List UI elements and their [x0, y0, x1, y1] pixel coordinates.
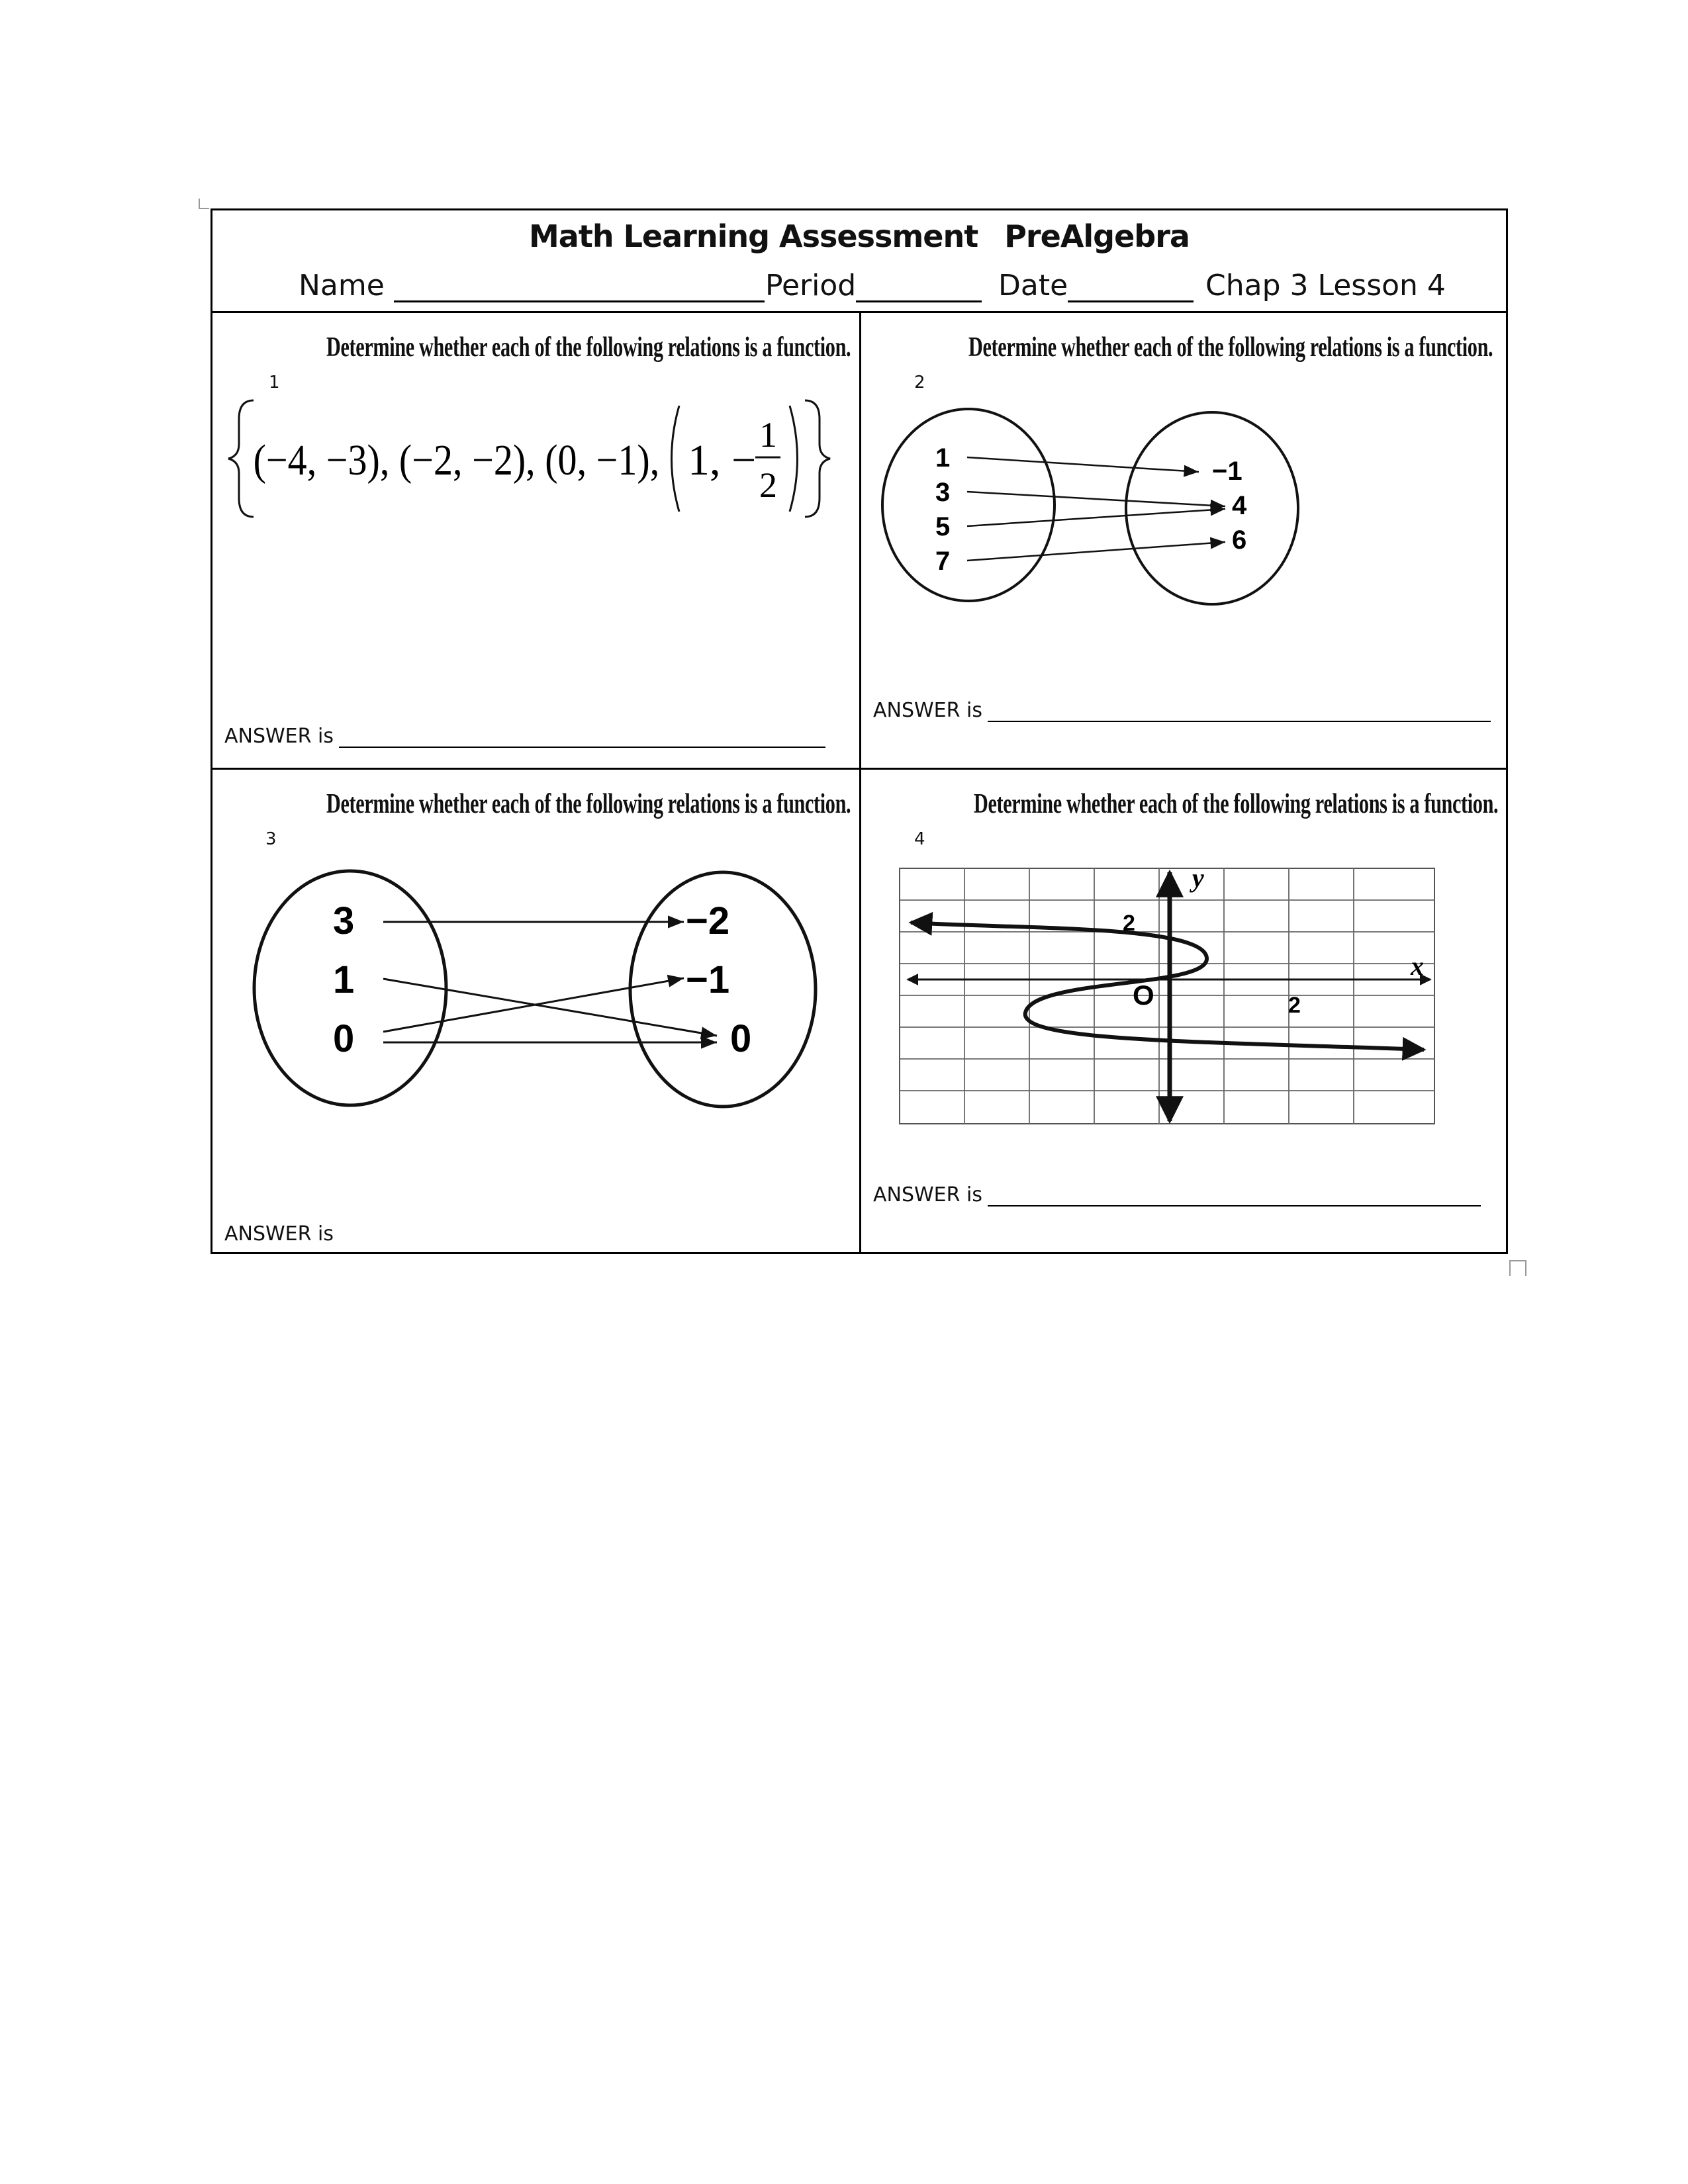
sheet-header [212, 210, 1506, 313]
question-number: 1 [269, 373, 280, 392]
domain-value: 0 [333, 1017, 355, 1060]
question-2-cell [861, 313, 1508, 770]
assessment-sheet [211, 208, 1508, 1254]
date-field[interactable] [998, 269, 1194, 302]
answer-row [224, 725, 825, 748]
coordinate-graph [861, 852, 1508, 1130]
subject-text: PreAlgebra [1004, 218, 1190, 254]
range-oval [1126, 412, 1298, 604]
question-number: 4 [914, 829, 925, 849]
answer-label: ANSWER is [224, 725, 334, 748]
name-field[interactable] [299, 269, 765, 302]
answer-row [224, 1222, 334, 1246]
left-brace [228, 400, 254, 517]
y-axis-label: y [1192, 863, 1204, 893]
period-field[interactable] [765, 269, 982, 302]
range-value: −1 [686, 958, 730, 1001]
instruction-text: Determine whether each of the following relations is a function. [326, 332, 851, 363]
domain-value: 5 [935, 512, 951, 541]
domain-value: 7 [935, 547, 951, 576]
mapping-arrow [967, 492, 1225, 506]
question-4-cell [861, 770, 1508, 1254]
period-blank[interactable] [856, 271, 982, 302]
left-paren [672, 406, 680, 512]
question-number: 3 [265, 829, 277, 849]
right-brace [805, 400, 830, 517]
corner-mark [1509, 1260, 1526, 1276]
answer-row [873, 699, 1491, 722]
mapping-arrow [967, 509, 1225, 526]
mapping-arrow [383, 979, 717, 1036]
range-value: 0 [730, 1017, 752, 1060]
instruction-text: Determine whether each of the following relations is a function. [974, 789, 1499, 819]
range-value: −1 [1212, 457, 1243, 486]
y-tick-label: 2 [1123, 911, 1135, 936]
date-label: Date [998, 269, 1068, 302]
question-3-cell [212, 770, 861, 1254]
answer-label: ANSWER is [873, 1183, 982, 1206]
name-blank[interactable] [394, 271, 765, 302]
fraction-numerator: 1 [759, 415, 777, 455]
lesson-label: Chap 3 Lesson 4 [1205, 269, 1446, 302]
relation-set [212, 392, 861, 525]
answer-label: ANSWER is [873, 699, 982, 722]
range-value: −2 [686, 899, 730, 942]
answer-blank[interactable] [988, 704, 1491, 722]
right-paren [790, 406, 798, 512]
mapping-diagram-2 [861, 399, 1508, 611]
instruction-text: Determine whether each of the following relations is a function. [326, 789, 851, 819]
domain-value: 3 [333, 899, 355, 942]
mapping-arrow [967, 542, 1225, 561]
range-value: 6 [1232, 525, 1247, 555]
domain-value: 3 [935, 478, 951, 507]
last-pair-x: 1, − [688, 436, 757, 484]
origin-label: O [1133, 979, 1154, 1011]
fraction-denominator: 2 [759, 465, 777, 505]
period-label: Period [765, 269, 857, 302]
answer-row [873, 1183, 1481, 1206]
page-title [212, 218, 1506, 254]
x-tick-label: 2 [1288, 993, 1301, 1018]
question-number: 2 [914, 373, 925, 392]
domain-oval [882, 409, 1055, 601]
mapping-arrow [967, 457, 1199, 472]
question-1-cell [212, 313, 861, 770]
date-blank[interactable] [1068, 271, 1194, 302]
x-axis-label: x [1411, 951, 1424, 981]
domain-value: 1 [935, 443, 951, 473]
range-value: 4 [1232, 491, 1247, 520]
instruction-text: Determine whether each of the following relations is a function. [968, 332, 1493, 363]
domain-value: 1 [333, 958, 355, 1001]
answer-blank[interactable] [988, 1188, 1481, 1206]
title-text: Math Learning Assessment [529, 218, 978, 254]
name-label: Name [299, 269, 385, 302]
mapping-diagram-3 [212, 862, 861, 1114]
answer-blank[interactable] [339, 729, 825, 748]
answer-label: ANSWER is [224, 1222, 334, 1246]
grid-lines [900, 868, 1434, 1124]
corner-mark [199, 199, 209, 209]
set-pairs-text: (−4, −3), (−2, −2), (0, −1), [253, 436, 660, 484]
